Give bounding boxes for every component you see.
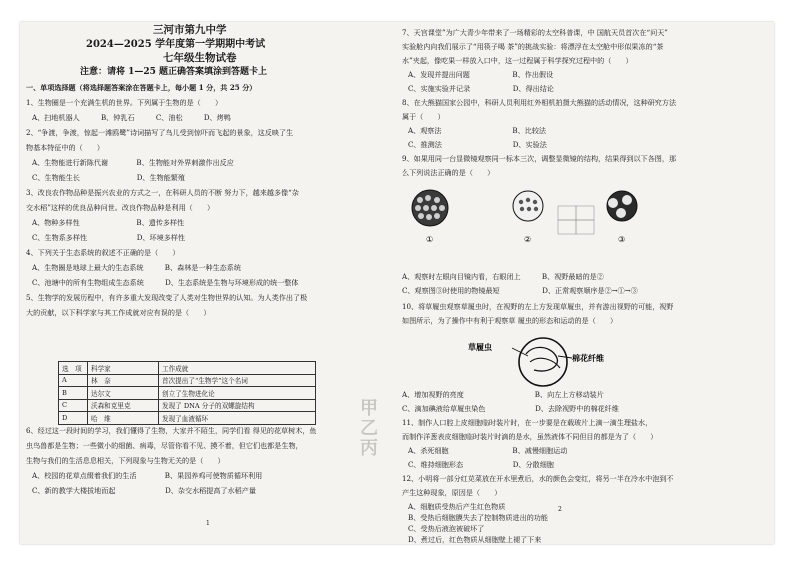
question-option-line: A、增加视野的亮度 B、向左上方移动装片 <box>402 390 604 399</box>
question-option-line: C、生物能生长 D、生物能繁殖 <box>32 173 185 182</box>
question-option-line: A、物种多样性 B、遗传多样性 <box>32 218 185 227</box>
table-cell: 哈 维 <box>88 412 159 425</box>
question-option-line: C、观察图③时使用的物镜最短 D、正常观察顺序是②→①→③ <box>402 286 638 295</box>
question-line: 10、将草履虫观察草履虫时，在视野的左上方发现草履虫，并有游出视野的可能，视野 <box>402 302 674 311</box>
table-row <box>59 387 316 400</box>
question-line: 大的贡献，以下科学家与其工作成就对应有误的是（ ） <box>26 308 211 317</box>
question-option-line: C、池塘中的所有生物组成生态系统 D、生态系统是生物与环境形成的统一整体 <box>32 278 299 287</box>
question-line: 属于（ ） <box>402 112 445 121</box>
view-3-label: ③ <box>618 235 626 244</box>
question-line: 物基本特征中的（ ） <box>26 143 105 152</box>
section-heading: 一、单项选择题（将选择题答案涂在答题卡上，每小题 1 分，共 25 分） <box>26 83 257 92</box>
cotton-fiber-label: 棉花纤维 <box>572 354 604 363</box>
question-option-line: C、滴加碘液给草履虫染色 D、去除视野中的棉花纤维 <box>402 404 619 413</box>
faint-cell-grid <box>558 206 594 234</box>
table-cell: 达尔文 <box>88 387 159 400</box>
question-option-line: A、细胞质受热后产生红色物质 <box>408 502 506 511</box>
question-line: 12、小明将一部分红苋菜放在开水里煮后，水的颜色会变红，将另一半在冷水中泡到不 <box>402 474 674 483</box>
table-row <box>59 412 316 425</box>
page-number: 2 <box>558 506 562 513</box>
table-cell: D <box>59 412 88 425</box>
question-line: 1、生物圈是一个充满生机的世界。下列属于生物的是（ ） <box>26 98 223 107</box>
question-line: 交水稻”这样的优良品种问世。改良作物品种是利用（ ） <box>26 203 215 212</box>
table-header-row <box>59 362 316 375</box>
faint-stamp-mark: 乙 <box>360 418 378 439</box>
view-2-label: ② <box>524 235 532 244</box>
exam-sheet <box>20 22 774 544</box>
table-cell: 发现了血液循环 <box>159 412 316 425</box>
table-row <box>59 374 316 387</box>
question-option-line: C、实施实验并记录 D、得出结论 <box>408 84 554 93</box>
question-line: 如图所示，为了操作中有利于观察草 履虫的形态和运动的是（ ） <box>402 316 618 325</box>
table-row <box>59 399 316 412</box>
question-line: 而制作洋葱表皮细胞临时装片时滴的是水，虽然液体不同但目的都是为了（ ） <box>402 432 658 441</box>
question-line: 产生这种现象，原因是（ ） <box>402 488 502 497</box>
scientist-table <box>58 361 316 425</box>
question-line: 7、天宫课堂”为广大青少年带来了一场精彩的太空科普课，中 国航天员首次在“问天” <box>402 28 668 37</box>
question-option-line: A、校园的花草点缀着我们的生活 B、果园养鸡可使物质循环利用 <box>32 471 263 480</box>
question-line: 6、经过这一段时间的学习，我们懂得了生物，大家并不陌生，同学们看 得见的花草树木，鱼 <box>26 426 317 435</box>
table-cell: C <box>59 399 88 412</box>
question-line: 4、下列关于生态系统的叙述不正确的是（ ） <box>26 248 180 257</box>
question-line: 11、制作人口腔上皮细胞临时装片时，在一步要是在载玻片上滴一滴生理盐水， <box>402 418 653 427</box>
view-3 <box>607 191 637 221</box>
question-option-line: A、杀死细胞 B、减慢细胞运动 <box>408 446 568 455</box>
table-header-cell: 工作成就 <box>159 362 316 375</box>
table-cell: 创立了生物进化论 <box>159 387 316 400</box>
question-line: 实验舱内向我们展示了“用筷子喝 茶”的挑战实验：将漂浮在太空舱中形似果冻的“茶 <box>402 42 664 51</box>
question-line: 3、改良农作物品种是振兴农业的方式之一，在科研人员的不断 努力下，越来越多像“杂 <box>26 188 299 197</box>
question-option-line: A、扫地机器人 B、钟乳石 C、油松 D、烤鸭 <box>32 113 231 122</box>
question-line: 生物与我们的生活息息相关，下列现象与生物无关的是（ ） <box>26 456 225 465</box>
paramecium-figure <box>468 334 618 390</box>
question-line: 8、在大熊猫国家公园中，科研人员利用红外相机拍摄大熊猫的活动情况，这种研究方法 <box>402 98 677 107</box>
question-line: 5、生物学的发展历程中，有许多重大发现改变了人类对生物世界的认知。为人类作出了极 <box>26 293 308 302</box>
faint-stamp-mark: 丙 <box>360 438 378 459</box>
question-option-line: C、新的教学大楼拔地而起 D、杂交水稻提高了水稻产量 <box>32 486 256 495</box>
paramecium-label: 草履虫 <box>468 343 492 352</box>
question-option-line: B、受热后细胞膜失去了控制物质进出的功能 <box>408 513 548 522</box>
question-option-line: A、观察法 B、比较法 <box>408 126 547 135</box>
question-line: 么下列说法正确的是（ ） <box>402 168 495 177</box>
question-option-line: C、受热后液泡被破坏了 <box>408 524 485 533</box>
question-option-line: A、发现并提出问题 B、作出假设 <box>408 70 554 79</box>
table-cell: 林 奈 <box>88 374 159 387</box>
question-line: 虫鸟兽都是生物；一些微小的细菌、病毒，尽管你看不见、摸不着，但它们也都是生物， <box>26 441 303 450</box>
table-cell: 首次提出了“生物学”这个名词 <box>159 374 316 387</box>
table-cell: 发现了 DNA 分子的双螺旋结构 <box>159 399 316 412</box>
view-1-label: ① <box>426 235 434 244</box>
table-cell: A <box>59 374 88 387</box>
microscope-views-figure <box>408 186 658 250</box>
table-cell: B <box>59 387 88 400</box>
page-number: 1 <box>206 520 210 527</box>
question-option-line: C、生物系多样性 D、环境多样性 <box>32 233 185 242</box>
view-1 <box>412 190 448 226</box>
question-line: 水”夹起，像吃果一样放入口中，这一过程属于科学探究过程中的（ ） <box>402 56 633 65</box>
exam-subject: 七年级生物试卷 <box>163 52 237 64</box>
answer-notice: 注意：请将 1—25 题正确答案填涂到答题卡上 <box>80 67 268 77</box>
question-line: 2、“争渡，争渡，惊起一滩鸥鹭”诗词描写了鸟儿受到惊吓而飞起的景象，这反映了生 <box>26 128 294 137</box>
table-header-cell: 科学家 <box>88 362 159 375</box>
faint-stamp-mark: 甲 <box>360 398 378 419</box>
question-option-line: D、煮过后，红色物质从细胞壁上褪了下来 <box>408 535 542 544</box>
view-2 <box>513 191 543 221</box>
question-line: 9、如果用同一台显微镜观察同一标本三次，调整显微镜的结构，结果得到以下各图，那 <box>402 154 677 163</box>
table-header-cell: 选 项 <box>59 362 88 375</box>
question-option-line: A、观察时左眼向目镜内看，右眼闭上 B、视野最暗的是② <box>402 272 604 281</box>
exam-term: 2024—2025 学年度第一学期期中考试 <box>86 39 266 50</box>
question-option-line: A、生物能进行新陈代谢 B、生物能对外界刺激作出反应 <box>32 158 234 167</box>
question-option-line: A、生物圈是地球上最大的生态系统 B、森林是一种生态系统 <box>32 263 241 272</box>
school-name: 三河市第九中学 <box>153 24 227 36</box>
question-option-line: C、推测法 D、实验法 <box>408 140 547 149</box>
question-option-line: C、维持细胞形态 D、分散细胞 <box>408 460 554 469</box>
table-cell: 沃森和克里克 <box>88 399 159 412</box>
